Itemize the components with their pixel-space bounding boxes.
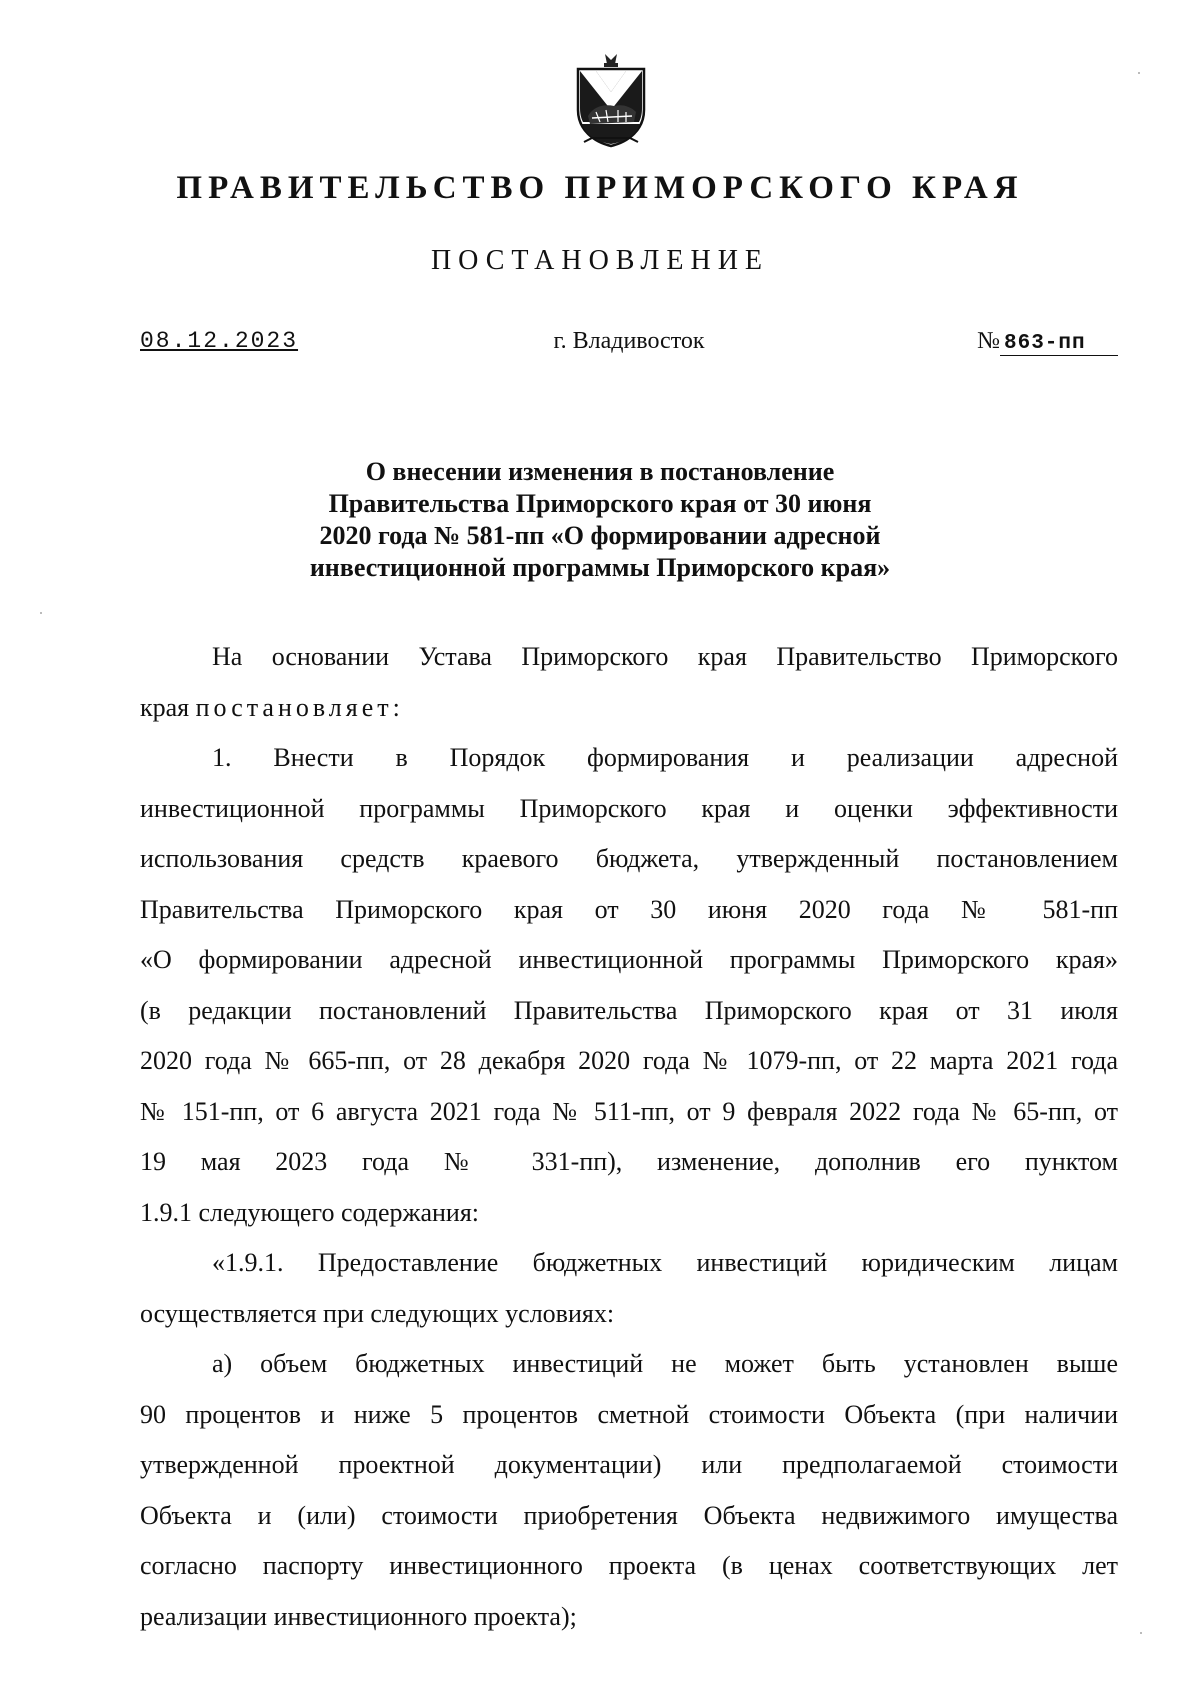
document-number-value: 863-пп	[1000, 333, 1118, 356]
document-number	[977, 328, 1118, 356]
document-type: ПОСТАНОВЛЕНИЕ	[430, 245, 770, 276]
body-line: «О формировании адресной инвестиционной программы Приморского края»	[140, 945, 1118, 974]
government-title: ПРАВИТЕЛЬСТВО ПРИМОРСКОГО КРАЯ	[176, 170, 1024, 206]
scan-speck	[1140, 1632, 1142, 1634]
heading-line: Правительства Приморского края от 30 июня	[328, 489, 872, 518]
scan-speck	[40, 612, 42, 614]
number-sign: №	[977, 328, 1000, 354]
body-line: инвестиционной программы Приморского края и оценки эффективности	[140, 793, 1118, 823]
body-line: согласно паспорту инвестиционного проекта (в ценах соответствующих лет	[140, 1551, 1118, 1580]
body-line: «1.9.1. Предоставление бюджетных инвестиций юридическим лицам	[212, 1248, 1118, 1277]
heading-line: инвестиционной программы Приморского края»	[309, 553, 891, 582]
body-line: 1.9.1 следующего содержания:	[140, 1197, 480, 1227]
heading-line: 2020 года № 581-пп «О формировании адресной	[319, 521, 881, 550]
document-date: 08.12.2023	[140, 328, 299, 354]
document-meta-row	[140, 328, 1118, 368]
document-city: г. Владивосток	[553, 328, 705, 354]
scan-speck	[1138, 72, 1140, 74]
body-line	[140, 683, 1118, 734]
body-line: а) объем бюджетных инвестиций не может быть установлен выше	[212, 1349, 1118, 1378]
body-line: На основании Устава Приморского края Правительство Приморского	[212, 642, 1118, 671]
heading-line: О внесении изменения в постановление	[365, 457, 835, 486]
body-line: 19 мая 2023 года № 331-пп), изменение, дополнив его пунктом	[140, 1147, 1118, 1176]
document-body	[140, 632, 1118, 1642]
body-line: (в редакции постановлений Правительства Приморского края от 31 июля	[140, 995, 1118, 1025]
body-line: Объекта и (или) стоимости приобретения Объекта недвижимого имущества	[140, 1500, 1118, 1530]
body-line: 2020 года № 665-пп, от 28 декабря 2020 года № 1079-пп, от 22 марта 2021 года	[140, 1046, 1118, 1075]
body-line: 90 процентов и ниже 5 процентов сметной стоимости Объекта (при наличии	[140, 1399, 1118, 1429]
body-line: реализации инвестиционного проекта);	[140, 1601, 577, 1631]
body-line: использования средств краевого бюджета, утвержденный постановлением	[140, 844, 1118, 873]
document-heading	[240, 456, 960, 584]
body-line: Правительства Приморского края от 30 июня 2020 года № 581-пп	[140, 894, 1118, 924]
resolution-verb: постановляет:	[195, 692, 404, 722]
body-text-fragment: края	[140, 692, 196, 722]
body-line: осуществляется при следующих условиях:	[140, 1298, 615, 1328]
body-line: 1. Внести в Порядок формирования и реализации адресной	[212, 743, 1118, 772]
body-line: утвержденной проектной документации) или предполагаемой стоимости	[140, 1450, 1118, 1479]
coat-of-arms-emblem	[574, 52, 648, 148]
body-line: № 151-пп, от 6 августа 2021 года № 511-пп, от 9 февраля 2022 года № 65-пп, от	[140, 1096, 1118, 1126]
